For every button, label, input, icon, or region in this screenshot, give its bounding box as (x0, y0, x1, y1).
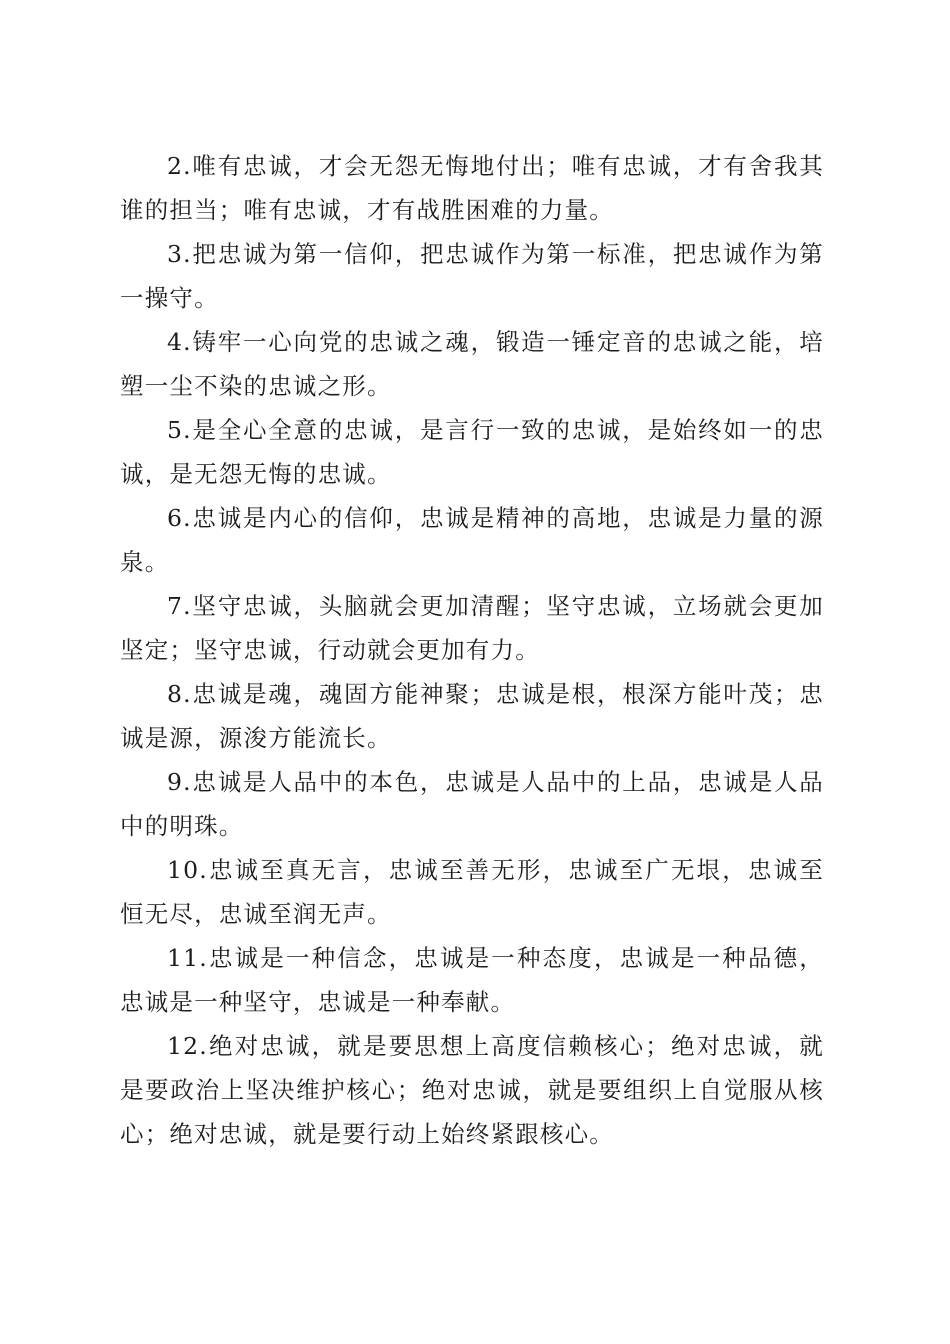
paragraph-5: 5.是全心全意的忠诚，是言行一致的忠诚，是始终如一的忠诚，是无怨无悔的忠诚。 (120, 416, 824, 488)
document-body (120, 144, 824, 1156)
paragraph-3: 3.把忠诚为第一信仰，把忠诚作为第一标准，把忠诚作为第一操守。 (120, 240, 824, 312)
paragraph-2: 2.唯有忠诚，才会无怨无悔地付出；唯有忠诚，才有舍我其谁的担当；唯有忠诚，才有战胜困难的力量。 (120, 152, 824, 224)
paragraph-7: 7.坚守忠诚，头脑就会更加清醒；坚守忠诚，立场就会更加坚定；坚守忠诚，行动就会更加有力。 (120, 592, 824, 664)
paragraph-9: 9.忠诚是人品中的本色，忠诚是人品中的上品，忠诚是人品中的明珠。 (120, 768, 824, 840)
paragraph-4: 4.铸牢一心向党的忠诚之魂，锻造一锤定音的忠诚之能，培塑一尘不染的忠诚之形。 (120, 328, 824, 400)
paragraph-10: 10.忠诚至真无言，忠诚至善无形，忠诚至广无垠，忠诚至恒无尽，忠诚至润无声。 (120, 856, 824, 928)
paragraph-12: 12.绝对忠诚，就是要思想上高度信赖核心；绝对忠诚，就是要政治上坚决维护核心；绝对忠诚，就是要组织上自觉服从核心；绝对忠诚，就是要行动上始终紧跟核心。 (120, 1032, 824, 1148)
paragraph-11: 11.忠诚是一种信念，忠诚是一种态度，忠诚是一种品德，忠诚是一种坚守，忠诚是一种奉献。 (120, 944, 824, 1016)
paragraph-8: 8.忠诚是魂，魂固方能神聚；忠诚是根，根深方能叶茂；忠诚是源，源浚方能流长。 (120, 680, 824, 752)
paragraph-6: 6.忠诚是内心的信仰，忠诚是精神的高地，忠诚是力量的源泉。 (120, 504, 824, 576)
